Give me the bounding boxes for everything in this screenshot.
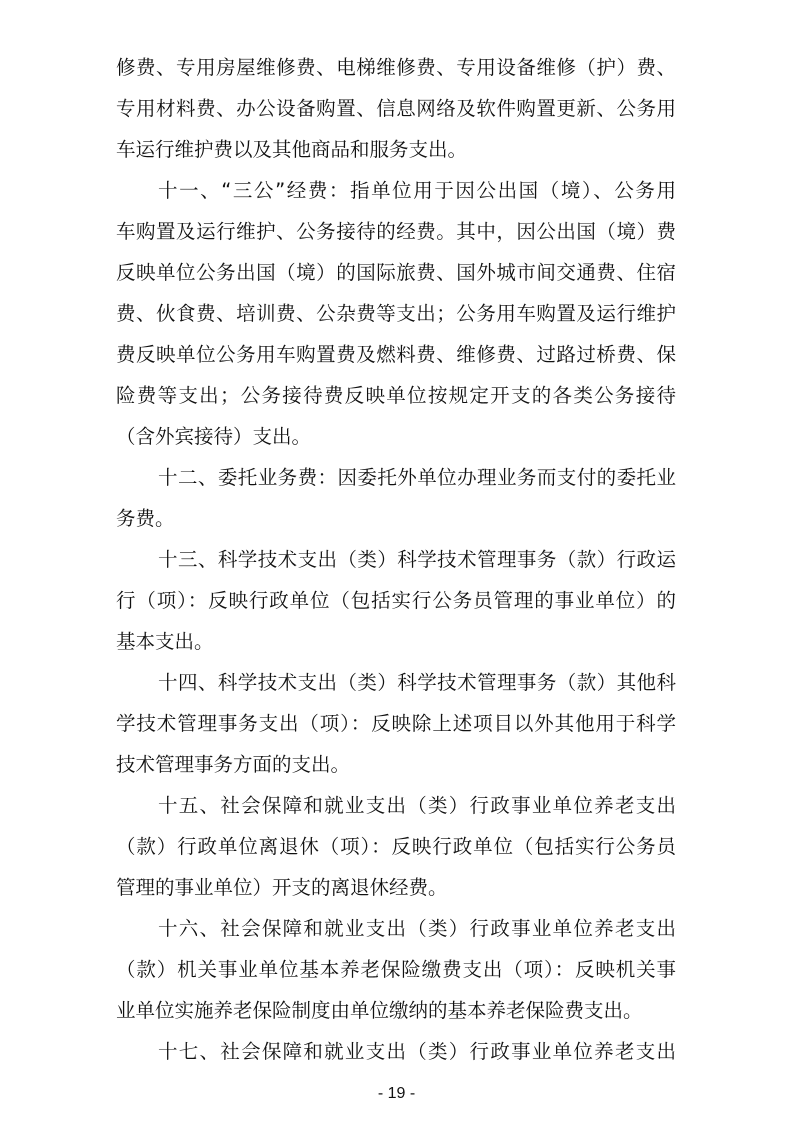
text-line: 专用材料费、办公设备购置、信息网络及软件购置更新、公务用 — [116, 97, 676, 120]
text-line: 车运行维护费以及其他商品和服务支出。 — [116, 138, 468, 161]
text-line: 行（项）：反映行政单位（包括实行公务员管理的事业单位）的 — [116, 589, 676, 612]
text-line: （款）机关事业单位基本养老保险缴费支出（项）：反映机关事 — [116, 958, 676, 981]
text-line: 费、伙食费、培训费、公杂费等支出；公务用车购置及运行维护 — [116, 302, 676, 325]
text-line: 技术管理事务方面的支出。 — [116, 753, 351, 776]
text-line: 车购置及运行维护、公务接待的经费。其中，因公出国（境）费 — [116, 220, 676, 243]
text-line: 十六、社会保障和就业支出（类）行政事业单位养老支出 — [158, 917, 676, 940]
text-line: （款）行政单位离退休（项）：反映行政单位（包括实行公务员 — [116, 835, 676, 858]
text-line: 十一、“三公”经费：指单位用于因公出国（境）、公务用 — [158, 179, 676, 202]
text-line: 十七、社会保障和就业支出（类）行政事业单位养老支出 — [158, 1040, 676, 1063]
text-line: （含外宾接待）支出。 — [116, 425, 312, 448]
text-line: 十四、科学技术支出（类）科学技术管理事务（款）其他科 — [158, 671, 676, 694]
text-line: 十二、委托业务费：因委托外单位办理业务而支付的委托业 — [158, 466, 676, 489]
page-number: - 19 - — [377, 1085, 416, 1102]
text-line: 管理的事业单位）开支的离退休经费。 — [116, 876, 448, 899]
text-line: 费反映单位公务用车购置费及燃料费、维修费、过路过桥费、保 — [116, 343, 676, 366]
text-line: 学技术管理事务支出（项）：反映除上述项目以外其他用于科学 — [116, 712, 676, 735]
text-line: 十三、科学技术支出（类）科学技术管理事务（款）行政运 — [158, 548, 676, 571]
text-line: 反映单位公务出国（境）的国际旅费、国外城市间交通费、住宿 — [116, 261, 676, 284]
text-line: 务费。 — [116, 507, 175, 530]
text-line: 十五、社会保障和就业支出（类）行政事业单位养老支出 — [158, 794, 676, 817]
text-line: 险费等支出；公务接待费反映单位按规定开支的各类公务接待 — [116, 384, 676, 407]
text-line: 业单位实施养老保险制度由单位缴纳的基本养老保险费支出。 — [116, 999, 643, 1022]
text-line: 修费、专用房屋维修费、电梯维修费、专用设备维修（护）费、 — [116, 56, 676, 79]
text-line: 基本支出。 — [116, 630, 214, 653]
